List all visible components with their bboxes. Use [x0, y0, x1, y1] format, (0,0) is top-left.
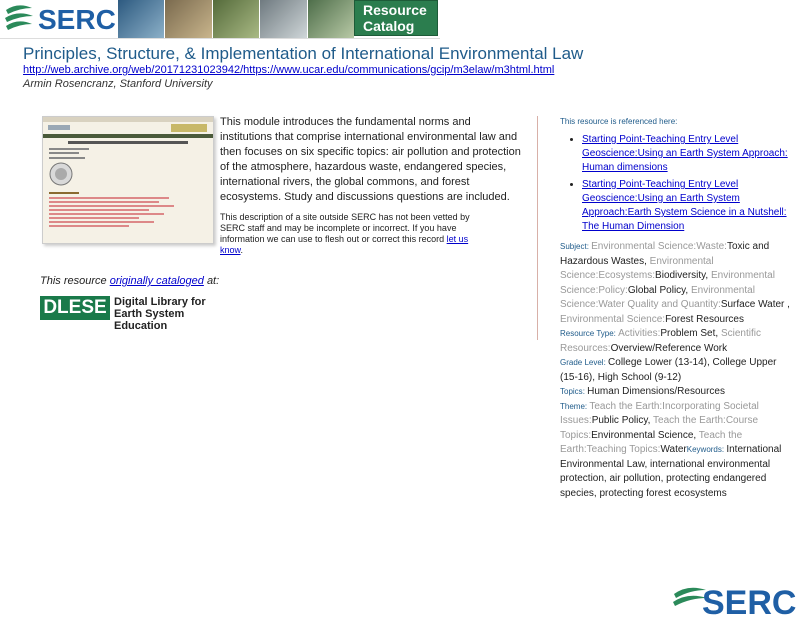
originally-cataloged: [40, 275, 219, 287]
theme-group: Teach the Earth:Teaching Topics:: [560, 429, 743, 455]
subject-group: Environmental Science:Policy:: [560, 270, 775, 296]
let-us-know-link[interactable]: let us know: [220, 234, 469, 255]
grade-level-field: Grade Level: College Lower (13-14), College Upper (15-16), High School (9-12): [560, 357, 777, 383]
banner-photo: [308, 0, 354, 38]
banner-photo: [118, 0, 164, 38]
resource-type-field: Resource Type: Activities:Problem Set, Scientific Resources:Overview/Reference Work: [560, 328, 761, 354]
subject-value: Global Policy,: [627, 284, 691, 296]
resource-type-label: Resource Type: [560, 329, 614, 338]
serc-leaf-icon: [2, 2, 36, 34]
column-divider: [537, 116, 538, 340]
originally-cataloged-link[interactable]: originally cataloged: [109, 275, 204, 287]
subject-value: Forest Resources: [665, 313, 744, 325]
resource-catalog-badge[interactable]: [354, 0, 438, 36]
reference-list: [560, 133, 792, 234]
banner-photos: [118, 0, 354, 38]
page-title: Principles, Structure, & Implementation of International Environmental Law: [23, 44, 584, 63]
list-item: [582, 178, 792, 234]
theme-group: Teach the Earth:Incorporating Societal Issues:: [560, 400, 759, 426]
resource-type-value: Overview/Reference Work: [610, 342, 728, 354]
theme-value: Water: [660, 444, 687, 455]
resource-type-value: Problem Set,: [660, 328, 721, 339]
cataloged-prefix: This resource: [40, 275, 107, 287]
resource-type-group: Activities:: [618, 328, 661, 339]
theme-label: Theme: [560, 401, 585, 411]
subject-group: Environmental Science:Ecosystems:: [560, 255, 714, 281]
list-item: [582, 133, 792, 175]
theme-value: Environmental Science,: [591, 429, 699, 441]
dlese-line1: Digital Library for: [114, 296, 206, 308]
subject-label: Subject: [560, 242, 587, 251]
disclaimer-text: This description of a site outside SERC has not been vetted by SERC staff and may be incomplete or incorrect. If you have information we can use to flesh out or correct this record: [220, 212, 470, 244]
resource-url-link[interactable]: http://web.archive.org/web/20171231023942/https://www.ucar.edu/communications/gcip/m3elaw/m3html.html: [23, 64, 555, 76]
resource-type-group: Scientific Resources:: [560, 328, 761, 354]
thumbnail-preview: [43, 117, 213, 243]
catalog-line1: Resource: [363, 2, 427, 18]
reference-link[interactable]: Starting Point-Teaching Entry Level Geoscience:Using an Earth System Approach:Earth System Science in a Nutshell: The Human Dimension: [582, 179, 787, 232]
subject-field: Subject: Environmental Science:Waste:Toxic and Hazardous Wastes, Environmental Science:Ecosystems:Biodiversity, Environmental Science:Policy:Global Policy, Environmental Science:Water Quality and Quantity:Surface Water , Environmental Science:Forest Resources: [560, 241, 790, 325]
topics-label: Topics: [560, 387, 583, 396]
banner-photo: [213, 0, 259, 38]
metadata-sidebar: [560, 115, 792, 501]
dlese-logo[interactable]: [40, 296, 240, 332]
subject-value: Biodiversity,: [655, 270, 711, 281]
catalog-line2: Catalog: [363, 18, 415, 34]
grade-level-label: Grade Level: [560, 358, 604, 367]
resource-description: This module introduces the fundamental norms and institutions that comprise international environmental law and then focuses on six specific topics: air pollution and protection of the atmosphere, hazardous waste, endangered species, international rivers, the global commons, and forest ecosystems. Study and discussions questions are included.: [220, 116, 521, 203]
cataloged-suffix: at:: [206, 275, 220, 287]
subject-group: Environmental Science:Waste:: [591, 241, 727, 252]
subject-value: Toxic and Hazardous Wastes,: [560, 241, 770, 267]
topics-field: Topics: Human Dimensions/Resources: [560, 386, 725, 397]
theme-value: Public Policy,: [591, 415, 654, 426]
dlese-logo-text: [114, 296, 240, 332]
serc-logo[interactable]: [2, 2, 114, 34]
topics-value: Human Dimensions/Resources: [587, 386, 725, 397]
referenced-heading: This resource is referenced here:: [560, 117, 678, 126]
header-banner: [0, 0, 440, 39]
resource-thumbnail[interactable]: [42, 116, 214, 244]
disclaimer: [220, 212, 490, 256]
theme-keywords-field: Theme: Teach the Earth:Incorporating Societal Issues:Public Policy, Teach the Earth:Course Topics:Environmental Science, Teach the Earth:Teaching Topics:WaterKeywords: International Environmental Law, international environmental protection, air pollution, protecting endangered species, protecting forest ecosystems: [560, 400, 782, 499]
keywords-value: International Environmental Law, international environmental protection, air pollution, protecting endangered species, protecting forest ecosystems: [560, 444, 782, 499]
reference-link[interactable]: Starting Point-Teaching Entry Level Geoscience:Using an Earth System Approach: Human dimensions: [582, 134, 788, 173]
serc-logo-text: SERC: [38, 4, 116, 35]
subject-group: Environmental Science:Water Quality and Quantity:: [560, 284, 755, 310]
footer-serc-logo: [672, 582, 800, 622]
resource-author: Armin Rosencranz, Stanford University: [23, 78, 213, 90]
disclaimer-end: .: [240, 245, 244, 255]
grade-level-value: College Lower (13-14), College Upper (15-16), High School (9-12): [560, 357, 777, 383]
banner-photo: [260, 0, 306, 38]
subject-group: Environmental Science:: [560, 313, 666, 325]
subject-value: Surface Water ,: [720, 299, 790, 310]
keywords-label: Keywords: [686, 445, 722, 454]
dlese-logo-mark: DLESE: [40, 296, 110, 320]
dlese-line2: Earth System Education: [114, 308, 185, 332]
theme-group: Teach the Earth:Course Topics:: [560, 415, 759, 441]
footer-serc-text: SERC: [702, 584, 797, 622]
banner-photo: [165, 0, 211, 38]
